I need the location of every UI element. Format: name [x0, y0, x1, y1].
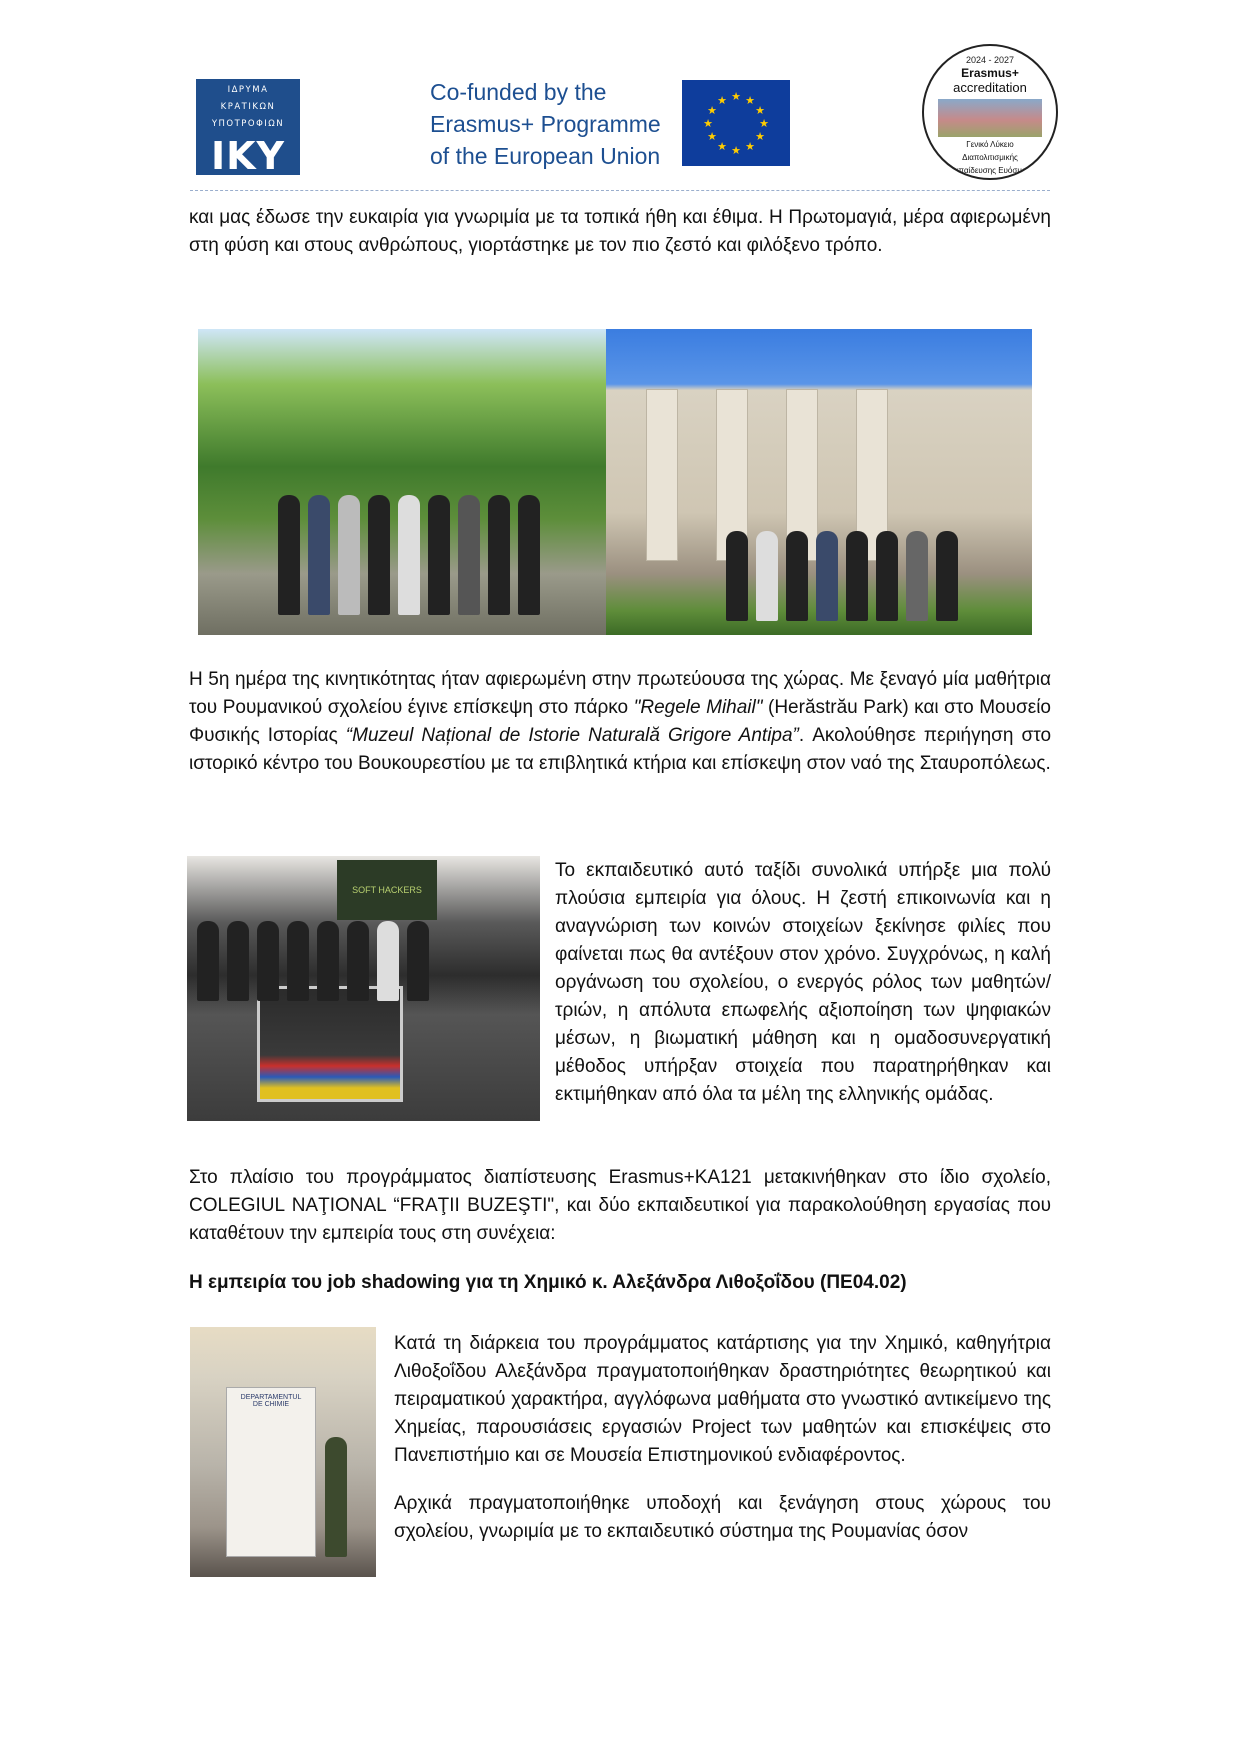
- photo-park-group: [198, 329, 606, 635]
- group-of-students: [726, 531, 958, 621]
- photo-robotics-lab: [187, 856, 540, 1121]
- paragraph-reception: Αρχικά πραγματοποιήθηκε υποδοχή και ξενάγηση στους χώρους του σχολείου, γνωριμία με το εκπαιδευτικό σύστημα της Ρουμανίας όσον: [394, 1493, 1051, 1542]
- svg-text:★: ★: [745, 140, 755, 153]
- school-name-line: Εκπαίδευσης Ευόσμου: [949, 166, 1031, 175]
- cofunded-line: of the European Union: [430, 143, 661, 169]
- svg-text:★: ★: [759, 117, 769, 130]
- chemistry-banner: [226, 1387, 316, 1557]
- svg-text:★: ★: [745, 94, 755, 107]
- cofunded-line: Co-funded by the: [430, 79, 607, 105]
- svg-text:★: ★: [731, 144, 741, 157]
- header-divider: [190, 190, 1050, 191]
- park-name: "Regele Mihail": [633, 697, 763, 718]
- svg-text:★: ★: [755, 104, 765, 117]
- svg-text:★: ★: [707, 104, 717, 117]
- teacher-figure: [325, 1437, 347, 1557]
- group-of-students: [278, 495, 540, 615]
- svg-text:★: ★: [717, 94, 727, 107]
- svg-text:★: ★: [707, 130, 717, 143]
- erasmus-accreditation-seal: [922, 44, 1058, 180]
- school-name-line: Γενικό Λύκειο: [966, 140, 1014, 149]
- svg-text:★: ★: [703, 117, 713, 130]
- paragraph-mayday: και μας έδωσε την ευκαιρία για γνωριμία με τα τοπικά ήθη και έθιμα. Η Πρωτομαγιά, μέρα αφιερωμένη στη φύση και στους ανθρώπους, γιορτάστηκε με τον πιο ζεστό και φιλόξενο τρόπο.: [189, 207, 1051, 256]
- museum-name: “Muzeul Național de Istorie Naturală Grigore Antipa”: [345, 725, 799, 746]
- paragraph-training: Κατά τη διάρκεια του προγράμματος κατάρτισης για την Χημικό, καθηγήτρια Λιθοξοΐδου Αλεξάνδρα πραγματοποιήθηκαν δραστηριότητες θεωρητικού και πειραματικού χαρακτήρα, αγγλόφωνα μαθήματα στο γνωστικό αντικείμενο της Χημείας, παρουσιάσεις εργασιών Project των μαθητών και επισκέψεις στο Πανεπιστήμιο και σε Μουσεία Επιστημονικού ενδιαφέροντος.: [394, 1333, 1051, 1466]
- section-heading-job-shadowing: Η εμπειρία του job shadowing για τη Χημικό κ. Αλεξάνδρα Λιθοξοΐδου (ΠΕ04.02): [189, 1272, 907, 1293]
- eu-stars-icon: [682, 80, 790, 166]
- accreditation-years: 2024 - 2027: [965, 55, 1015, 65]
- robot-cage: [257, 986, 403, 1102]
- iky-logo-acronym: IKY: [210, 134, 286, 178]
- accreditation-label: accreditation: [953, 80, 1027, 95]
- cofunded-line: Erasmus+ Programme: [430, 111, 661, 137]
- iky-logo-line: ΥΠΟΤΡΟΦΙΩΝ: [211, 119, 285, 129]
- photo-museum-group: [606, 329, 1032, 635]
- school-building-image: [938, 99, 1042, 137]
- svg-text:★: ★: [731, 90, 741, 103]
- day5-text: Η 5η ημέρα της κινητικότητας ήταν αφιερωμένη στην πρωτεύουσα της χώρας. Με ξεναγό μία μαθήτρια του Ρουμανικού σχολείου έγινε επίσκεψη στο πάρκο: [189, 669, 1051, 718]
- day5-text: . Ακολούθησε περιήγηση στο ιστορικό κέντρο του Βουκουρεστίου με τα επιβλητικά κτήρια και επίσκεψη στον ναό της Σταυροπόλεως.: [189, 725, 1052, 774]
- paragraph-accreditation: Στο πλαίσιο του προγράμματος διαπίστευσης Erasmus+KA121 μετακινήθηκαν στο ίδιο σχολείο, COLEGIUL NAŢIONAL “FRAŢII BUZEŞTI", και δύο εκπαιδευτικοί για παρακολούθηση εργασίας που καταθέτουν την εμπειρία τους στη συνέχεια:: [189, 1167, 1051, 1244]
- chemistry-banner-line: DE CHIMIE: [252, 1401, 290, 1408]
- paragraph-day5: [189, 666, 1051, 778]
- group-of-students: [197, 921, 429, 1001]
- photo-chemistry-department: [190, 1327, 376, 1577]
- iky-logo-line: ΙΔΡΥΜΑ: [227, 85, 269, 95]
- soft-hackers-banner: SOFT HACKERS: [337, 860, 437, 920]
- svg-text:★: ★: [717, 140, 727, 153]
- svg-text:★: ★: [755, 130, 765, 143]
- cofunded-text: [430, 76, 670, 172]
- iky-logo-line: ΚΡΑΤΙΚΩΝ: [220, 102, 276, 112]
- accreditation-erasmus: Erasmus+: [961, 66, 1019, 80]
- paragraph-summary: Το εκπαιδευτικό αυτό ταξίδι συνολικά υπήρξε μια πολύ πλούσια εμπειρία για όλους. Η ζεστή επικοινωνία και η αναγνώριση των κοινών στοιχείων ξεκίνησε φιλίες που φαίνεται πως θα αντέξουν στον χρόνο. Συγχρόνως, η καλή οργάνωση του σχολείου, ο ενεργός ρόλος των μαθητών/τριών, η απόλυτα επωφελής αξιοποίηση των ψηφιακών μέσων, η βιωματική μάθηση και η ομαδοσυνεργατική μέθοδος υπήρξαν στοιχεία που παρατηρήθηκαν και εκτιμήθηκαν από όλα τα μέλη της ελληνικής ομάδας.: [555, 860, 1051, 1105]
- day5-text: (Herăstrău Park) και στο Μουσείο Φυσικής Ιστορίας: [189, 697, 1051, 746]
- eu-flag-icon: [682, 80, 790, 166]
- iky-logo: [196, 79, 300, 178]
- school-name-line: Διαπολιτισμικής: [962, 153, 1018, 162]
- chemistry-banner-line: DEPARTAMENTUL: [240, 1394, 302, 1401]
